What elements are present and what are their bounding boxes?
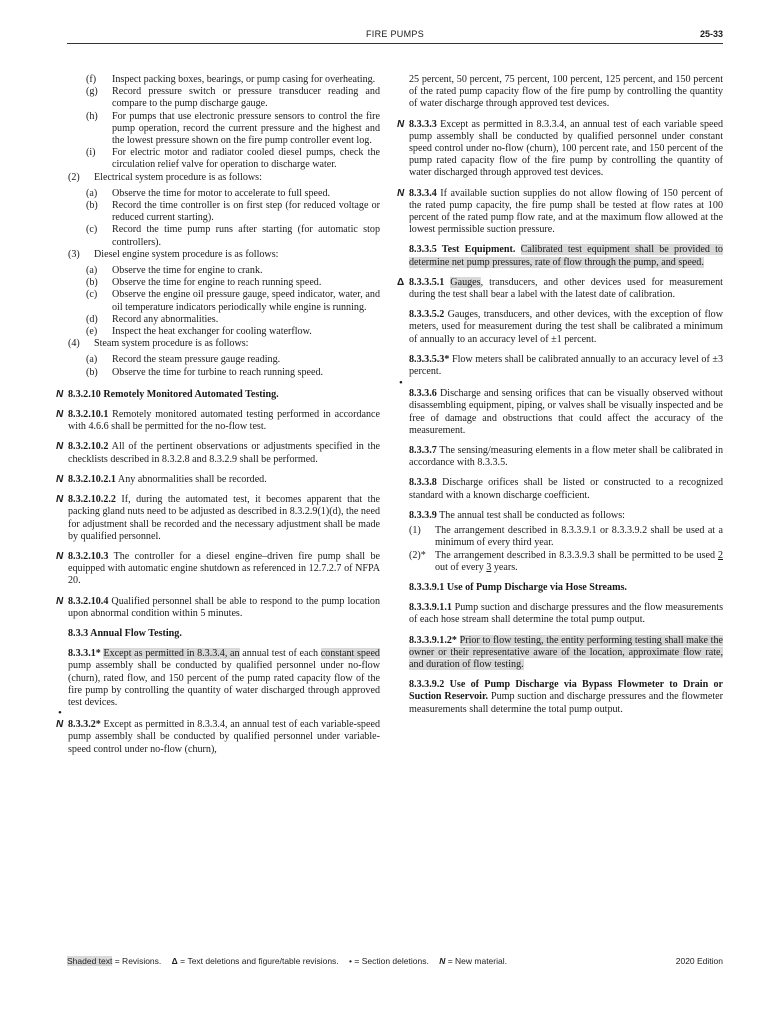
new-material-marker: N [56, 441, 64, 453]
section-8-3-3-9-1-2: 8.3.3.9.1.2* Prior to flow testing, the entity performing testing shall make the owner or their representative aware of the location, approximate flow rate, and duration of flow testing. [409, 634, 723, 670]
section-8-3-2-10-4: N 8.3.2.10.4 Qualified personnel shall be able to respond to the pump location upon abnormal condition within 5 minutes. [56, 595, 380, 619]
list-item: (i) For electric motor and radiator cooled diesel pumps, check the circulation relief valve for operation to discharge water. [86, 147, 380, 171]
new-material-marker: N [56, 494, 64, 506]
list-item: (3) Diesel engine system procedure is as follows: [68, 248, 279, 260]
revision-shading: Gauges [450, 276, 481, 288]
section-8-3-3-4: N 8.3.3.4 If available suction supplies do not allow flowing of 150 percent of the rated pump capacity, the fire pump shall be tested at flow rates at 100 percent of the rated pump flow rate, and at the maximum flow allowed at the lowest permissible suction pressure. [397, 187, 723, 236]
list-item: (c) Record the time pump runs after starting (for automatic stop controllers). [86, 224, 380, 248]
new-material-marker: N [397, 187, 405, 199]
delta-revision-icon: Δ [397, 276, 405, 288]
list-item: (4) Steam system procedure is as follows: [68, 338, 249, 350]
new-material-marker: N [56, 388, 64, 400]
new-material-marker: N [56, 719, 64, 731]
section-8-3-3-9-1-1: 8.3.3.9.1.1 Pump suction and discharge pressures and the flow measurements of each hose stream shall determine the total pump output. [409, 602, 723, 626]
list-item: (b) Observe the time for engine to reach running speed. [86, 277, 322, 289]
revision-shading: 8.3.3.4, an [197, 648, 240, 660]
section-8-3-3-9: 8.3.3.9 The annual test shall be conducted as follows: [409, 509, 625, 521]
revision-shading: Calibrated test equipment shall be provided to determine net pump pressures, rate of flow through the pump, and speed. [409, 244, 723, 268]
list-item: (2) Electrical system procedure is as follows: [68, 171, 262, 183]
list-item: (b) Record the time controller is on first step (for reduced voltage or reduced current starting). [86, 200, 380, 224]
section-deletion-bullet: • [399, 377, 403, 390]
section-8-3-2-10-1: N 8.3.2.10.1 Remotely monitored automated testing performed in accordance with 4.6.6 shall be permitted for the no-flow test. [56, 409, 380, 433]
section-8-3-3-5-1: Δ 8.3.3.5.1 Gauges, transducers, and other devices used for measurement during the test shall bear a label with the latest date of calibration. [397, 276, 723, 301]
revised-number: 3 [486, 561, 492, 573]
section-8-3-3-5-3: 8.3.3.5.3* Flow meters shall be calibrated annually to an accuracy level of ±3 percent. [409, 353, 723, 378]
new-material-marker: N [56, 550, 64, 562]
list-item: (a) Observe the time for engine to crank. [86, 265, 263, 277]
section-8-3-3-3: N 8.3.3.3 Except as permitted in 8.3.3.4, an annual test of each variable speed pump assembly shall be conducted by qualified personnel under constant speed control under no-flow (churn), 100 percent rate, and 150 percent of the pump rated capacity flow of the fire pump by controlling the quantity of water discharged through approved test devices. [397, 118, 723, 179]
section-8-3-3-9-1: 8.3.3.9.1 Use of Pump Discharge via Hose Streams. [409, 581, 627, 593]
revision-shading: constant speed [320, 648, 380, 660]
continued-text: 25 percent, 50 percent, 75 percent, 100 percent, 125 percent, and 150 percent of the rated pump capacity flow of the fire pump by controlling the quantity of water discharge through approved test devices. [409, 74, 723, 110]
list-item: (d) Record any abnormalities. [86, 313, 219, 325]
revision-shading: Except as permitted in [103, 648, 198, 660]
revision-legend: Shaded text = Revisions. Δ = Text deletions and figure/table revisions. • = Section deletions. N = New material. [67, 956, 507, 966]
list-item: (g) Record pressure switch or pressure transducer reading and compare to the pump discharge gauge. [86, 86, 380, 110]
running-title: FIRE PUMPS [365, 29, 424, 39]
page-footer [67, 956, 723, 970]
list-item: (b) Observe the time for turbine to reach running speed. [86, 366, 324, 378]
edition-label: 2020 Edition [675, 956, 723, 966]
delta-legend-icon: Δ [171, 956, 178, 966]
section-8-3-3-2: N 8.3.3.2* Except as permitted in 8.3.3.4, an annual test of each variable-speed pump assembly shall be conducted by qualified personnel under variable-speed control under no-flow (churn), [56, 719, 380, 755]
list-item: (c) Observe the engine oil pressure gauge, speed indicator, water, and oil temperature indicators periodically while engine is running. [86, 289, 380, 313]
list-item: (f) Inspect packing boxes, bearings, or pump casing for overheating. [86, 74, 376, 85]
list-item: (a) Observe the time for motor to accelerate to full speed. [86, 187, 331, 199]
new-material-marker: N [56, 409, 64, 421]
bullet-legend-icon: • [349, 956, 353, 966]
page-header [67, 27, 723, 44]
right-column [397, 74, 723, 716]
revision-shading: Prior to flow testing, the entity performing testing shall make the owner or their representative aware of the location, approximate flow rate, and duration of flow testing. [409, 634, 723, 670]
list-item: (2)* The arrangement described in 8.3.3.9.3 shall be permitted to be used 2 out of every 3 years. [409, 549, 723, 573]
section-8-3-3: 8.3.3 Annual Flow Testing. [68, 627, 182, 639]
list-item: (a) Record the steam pressure gauge reading. [86, 354, 281, 366]
list-item: (1) The arrangement described in 8.3.3.9.1 or 8.3.3.9.2 shall be used at a minimum of every third year. [409, 525, 723, 549]
revised-number: 2 [717, 549, 723, 561]
new-material-marker: N [56, 595, 64, 607]
list-item: (e) Inspect the heat exchanger for cooling waterflow. [86, 326, 312, 338]
page-number: 25-33 [699, 29, 723, 39]
section-8-3-3-5-2: 8.3.3.5.2 Gauges, transducers, and other devices, with the exception of flow meters, used for measurement during the test shall be calibrated a minimum of annually to an accuracy level of ±1 percent. [409, 309, 723, 345]
section-8-3-3-8: 8.3.3.8 Discharge orifices shall be listed or constructed to a recognized standard with a known discharge coefficient. [409, 477, 723, 501]
new-material-marker: N [56, 473, 64, 485]
section-8-3-2-10-3: N 8.3.2.10.3 The controller for a diesel engine–driven fire pump shall be equipped with automatic engine shutdown as referenced in 12.7.2.7 of NFPA 20. [56, 550, 380, 587]
left-column [56, 74, 380, 756]
legend-shaded: Shaded text [67, 956, 113, 966]
section-8-3-3-7: 8.3.3.7 The sensing/measuring elements in a flow meter shall be calibrated in accordance with 8.3.3.5. [409, 445, 723, 469]
section-8-3-2-10-2-1: N 8.3.2.10.2.1 Any abnormalities shall be recorded. [56, 473, 267, 485]
section-8-3-2-10: N 8.3.2.10 Remotely Monitored Automated Testing. [56, 388, 279, 400]
list-item: (h) For pumps that use electronic pressure sensors to control the fire pump operation, record the current pressure and the highest and the lowest pressure shown on the fire pump controller event log. [86, 110, 380, 147]
new-material-marker: N [397, 118, 405, 130]
section-8-3-3-5: 8.3.3.5 Test Equipment. Calibrated test equipment shall be provided to determine net pump pressures, rate of flow through the pump, and speed. [409, 244, 723, 268]
section-8-3-3-1: 8.3.3.1* Except as permitted in 8.3.3.4, an annual test of each constant speed pump assembly shall be conducted by qualified personnel under no-flow (churn), rated flow, and 150 percent of the pump rated capacity flow of the fire pump by controlling the quantity of water discharged through approved test devices. [68, 648, 380, 708]
new-legend-icon: N [439, 956, 446, 966]
section-8-3-3-9-2: 8.3.3.9.2 Use of Pump Discharge via Bypass Flowmeter to Drain or Suction Reservoir. Pump suction and discharge pressures and the flowmeter measurements shall determine the total pump output. [409, 679, 723, 715]
section-8-3-2-10-2: N 8.3.2.10.2 All of the pertinent observations or adjustments specified in the checklists described in 8.3.2.8 and 8.3.2.9 shall be performed. [56, 441, 380, 465]
section-deletion-bullet: • [58, 707, 62, 720]
section-8-3-2-10-2-2: N 8.3.2.10.2.2 If, during the automated test, it becomes apparent that the packing gland nuts need to be adjusted as described in 8.3.2.9(1)(d), the need for adjustment shall be recorded and the necessary adjustment shall be made by qualified personnel. [56, 494, 380, 542]
section-8-3-3-6: 8.3.3.6 Discharge and sensing orifices that can be visually observed without disassembling equipment, piping, or valves shall be visually inspected and be free of damage and obstructions that could affect the accuracy of the measurement. [409, 388, 723, 436]
